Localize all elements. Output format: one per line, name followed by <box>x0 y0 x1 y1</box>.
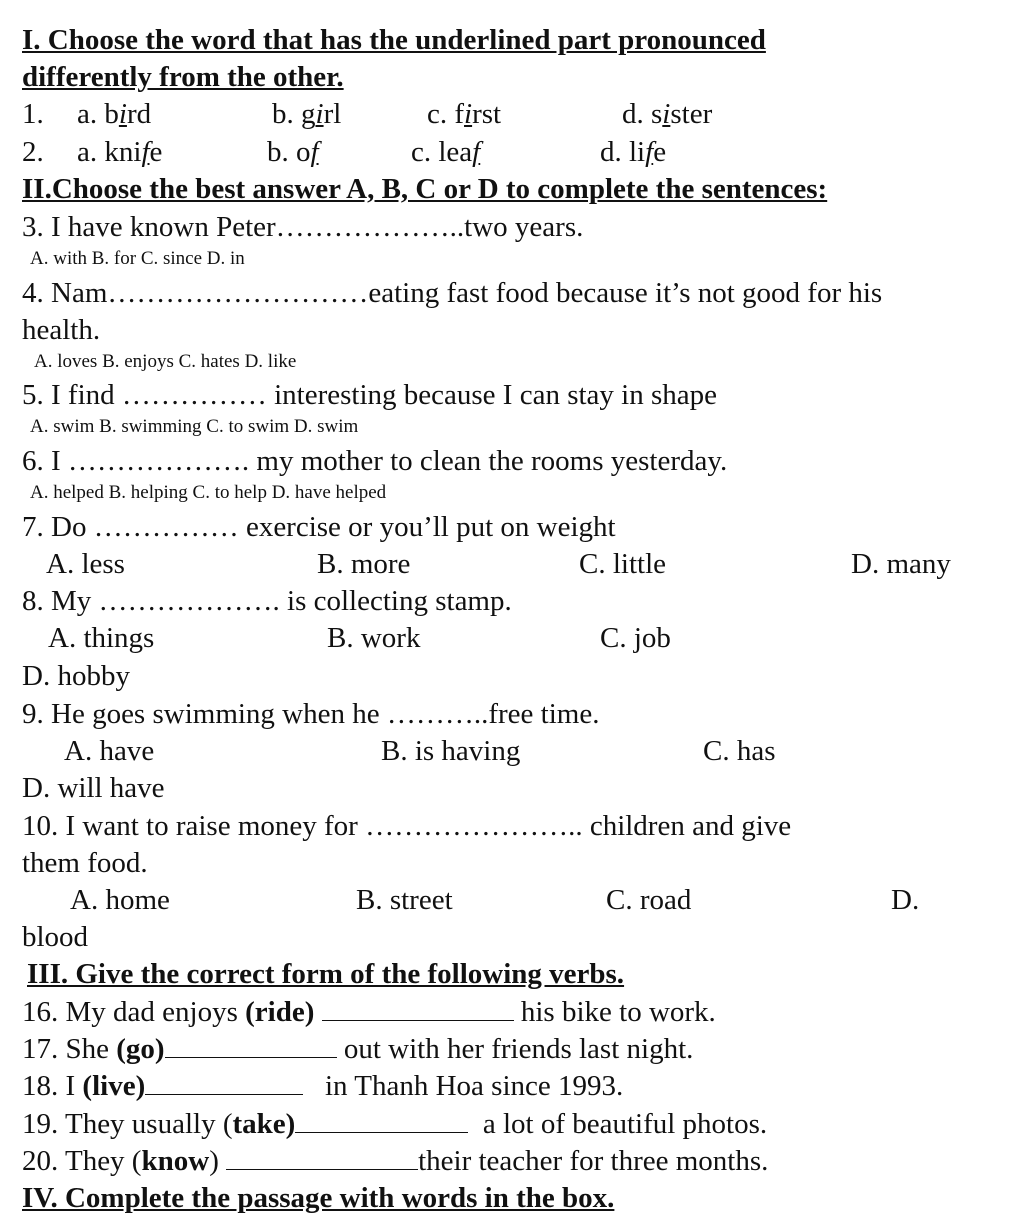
q7-option-c: C. little <box>579 548 666 580</box>
q9-option-b: B. is having <box>381 735 521 767</box>
q9-option-a: A. have <box>64 735 155 767</box>
q1-option-d: d. sister <box>622 98 713 130</box>
section-4-title: IV. Complete the passage with words in the box. <box>22 1182 615 1214</box>
q7-option-d: D. many <box>851 548 951 580</box>
q16: 16. My dad enjoys (ride) his bike to work. <box>22 996 716 1028</box>
q10-text-line2: them food. <box>22 847 148 879</box>
q10-option-d-text: blood <box>22 921 89 953</box>
q17: 17. She (go) out with her friends last night. <box>22 1033 694 1065</box>
q9-text: 9. He goes swimming when he ………..free time. <box>22 698 600 730</box>
q2-option-b: b. of <box>267 136 319 168</box>
q2-option-a: a. knife <box>77 136 163 168</box>
q1-number: 1. <box>22 98 44 130</box>
q1-option-c: c. first <box>427 98 502 130</box>
q10-option-a: A. home <box>70 884 170 916</box>
q9-option-c: C. has <box>703 735 776 767</box>
q8-option-b: B. work <box>327 622 421 654</box>
q8-option-c: C. job <box>600 622 671 654</box>
q17-blank[interactable] <box>165 1031 337 1058</box>
q7-text: 7. Do …………… exercise or you’ll put on weight <box>22 511 616 543</box>
q10-text-line1: 10. I want to raise money for ………………….. children and give <box>22 810 792 842</box>
q4-text-line2: health. <box>22 314 101 346</box>
q20: 20. They (know) their teacher for three months. <box>22 1145 769 1177</box>
q8-option-a: A. things <box>48 622 155 654</box>
q18: 18. I (live) in Thanh Hoa since 1993. <box>22 1070 624 1102</box>
q2-option-d: d. life <box>600 136 667 168</box>
q10-option-c: C. road <box>606 884 692 916</box>
q5-text: 5. I find …………… interesting because I can stay in shape <box>22 379 718 411</box>
q3-options: A. with B. for C. since D. in <box>30 248 245 269</box>
q19: 19. They usually (take) a lot of beautiful photos. <box>22 1108 768 1140</box>
section-1-title-line1: I. Choose the word that has the underlined part pronounced <box>22 24 766 56</box>
q7-option-b: B. more <box>317 548 411 580</box>
q6-text: 6. I ………………. my mother to clean the rooms yesterday. <box>22 445 728 477</box>
q4-text-line1: 4. Nam………………………eating fast food because it’s not good for his <box>22 277 883 309</box>
section-1-title-line2: differently from the other. <box>22 61 344 93</box>
section-2-title: II.Choose the best answer A, B, C or D to complete the sentences: <box>22 173 828 205</box>
q16-blank[interactable] <box>322 994 514 1021</box>
section-3-title: III. Give the correct form of the following verbs. <box>27 958 625 990</box>
q6-options: A. helped B. helping C. to help D. have helped <box>30 482 387 503</box>
q20-blank[interactable] <box>226 1143 418 1170</box>
q18-blank[interactable] <box>145 1068 303 1095</box>
q5-options: A. swim B. swimming C. to swim D. swim <box>30 416 359 437</box>
q1-option-a: a. bird <box>77 98 152 130</box>
q10-option-d: D. <box>891 884 920 916</box>
q8-text: 8. My ………………. is collecting stamp. <box>22 585 512 617</box>
q4-options: A. loves B. enjoys C. hates D. like <box>34 351 297 372</box>
q1-option-b: b. girl <box>272 98 342 130</box>
q7-option-a: A. less <box>46 548 125 580</box>
q2-option-c: c. leaf <box>411 136 481 168</box>
q9-option-d: D. will have <box>22 772 165 804</box>
q2-number: 2. <box>22 136 44 168</box>
q8-option-d: D. hobby <box>22 660 130 692</box>
q3-text: 3. I have known Peter………………..two years. <box>22 211 584 243</box>
q19-blank[interactable] <box>295 1106 468 1133</box>
q10-option-b: B. street <box>356 884 453 916</box>
